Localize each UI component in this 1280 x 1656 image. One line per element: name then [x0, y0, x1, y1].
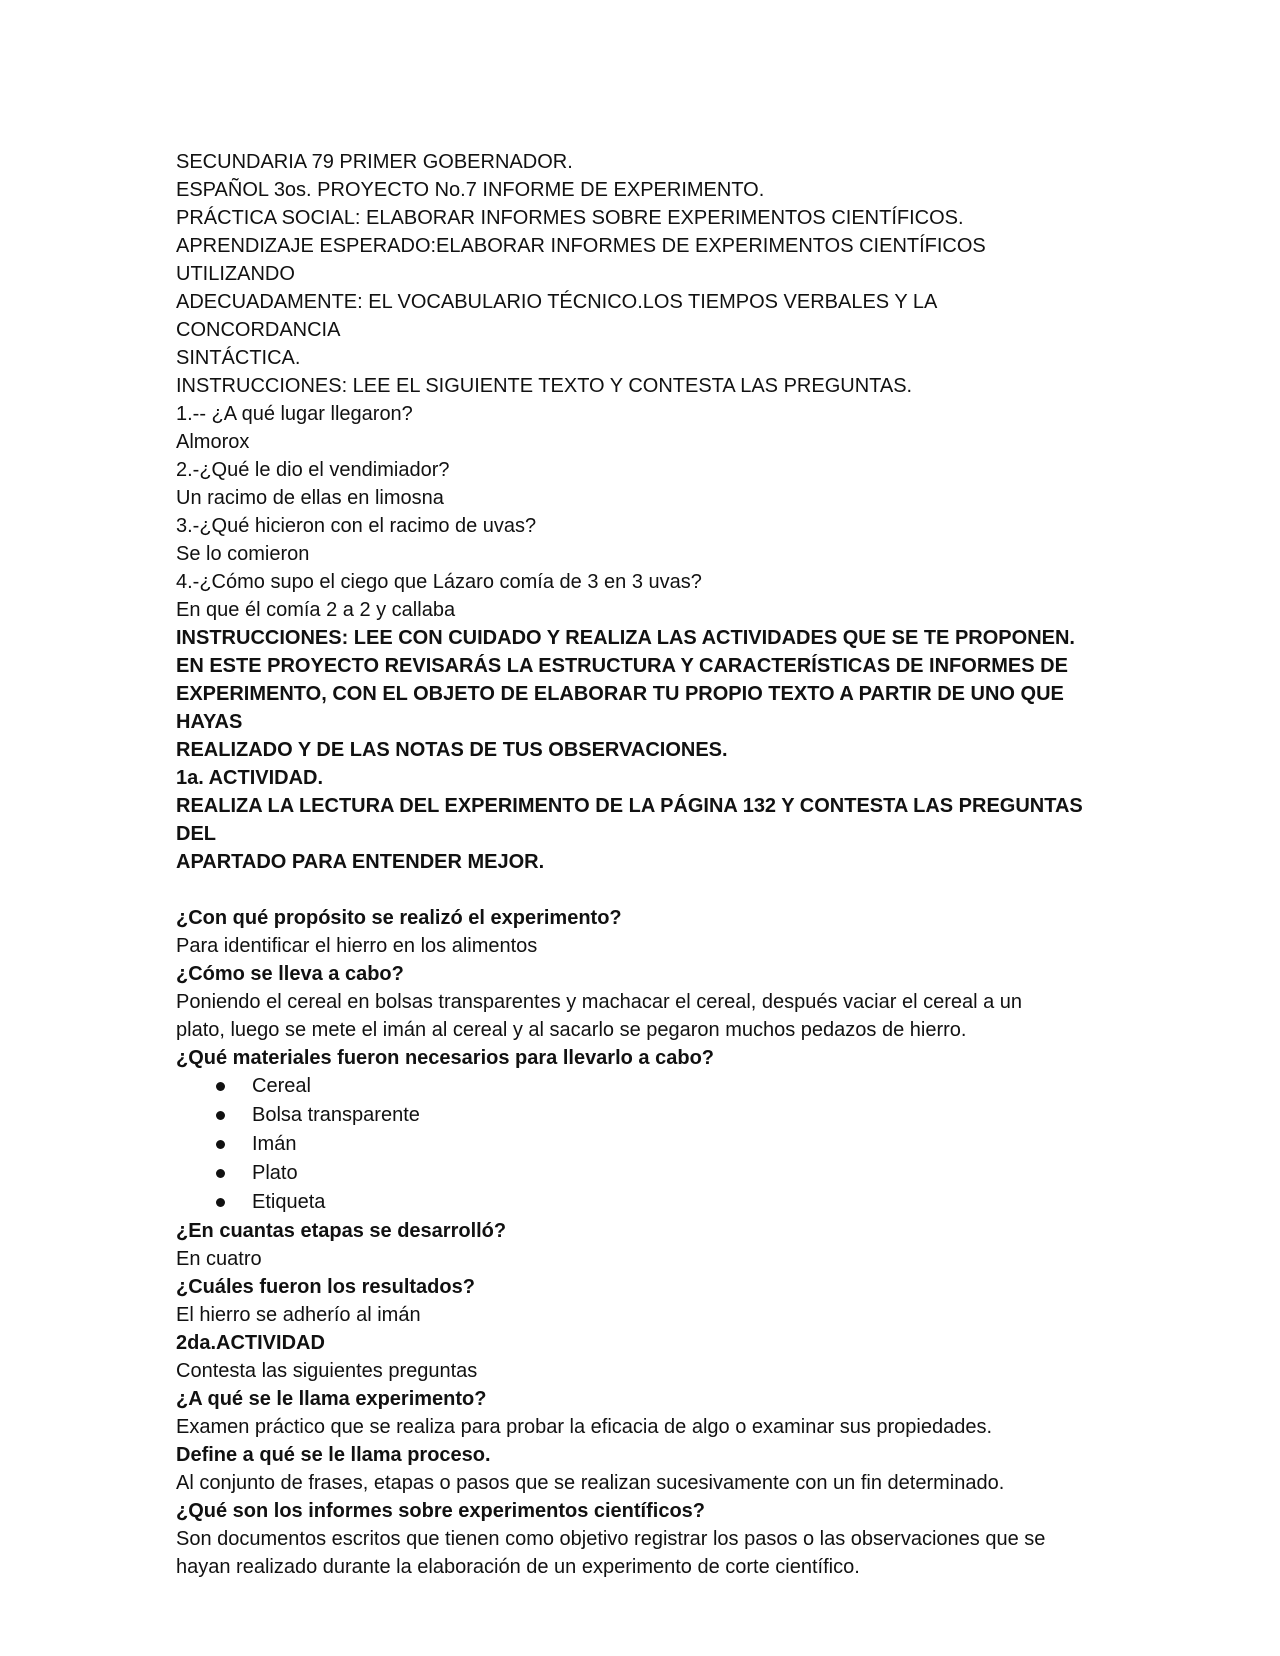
question-text: ¿A qué se le llama experimento? — [176, 1388, 487, 1410]
bullet-icon — [216, 1169, 225, 1178]
answer-text: En que él comía 2 a 2 y callaba — [176, 599, 456, 621]
bold-instructions — [176, 624, 1096, 876]
document-page — [176, 148, 1096, 1581]
material-label: Cereal — [252, 1075, 311, 1097]
activity-2-title: 2da.ACTIVIDAD — [176, 1332, 325, 1354]
activity-1-instruction-line-1: REALIZA LA LECTURA DEL EXPERIMENTO DE LA PÁGINA 132 Y CONTESTA LAS PREGUNTAS DEL — [176, 795, 1083, 845]
project-description-line-3: REALIZADO Y DE LAS NOTAS DE TUS OBSERVACIONES. — [176, 739, 728, 761]
material-label: Imán — [252, 1133, 297, 1155]
answer-text: Almorox — [176, 431, 250, 453]
activity-1-answers — [176, 904, 1096, 1329]
school-name: SECUNDARIA 79 PRIMER GOBERNADOR. — [176, 151, 573, 173]
expected-learning-line-2: ADECUADAMENTE: EL VOCABULARIO TÉCNICO.LOS TIEMPOS VERBALES Y LA CONCORDANCIA — [176, 291, 937, 341]
bullet-icon — [216, 1198, 225, 1207]
materials-list — [176, 1072, 1096, 1217]
answer-text: El hierro se adherío al imán — [176, 1304, 421, 1326]
blank-line — [176, 876, 1096, 904]
bullet-icon — [216, 1082, 225, 1091]
activity-2 — [176, 1329, 1096, 1581]
answer-text: Examen práctico que se realiza para probar la eficacia de algo o examinar sus propiedades. — [176, 1416, 993, 1438]
answer-text: Para identificar el hierro en los alimentos — [176, 935, 538, 957]
answer-text: plato, luego se mete el imán al cereal y al sacarlo se pegaron muchos pedazos de hierro. — [176, 1019, 967, 1041]
answer-text: Son documentos escritos que tienen como objetivo registrar los pasos o las observaciones que se — [176, 1528, 1046, 1550]
answer-text: Al conjunto de frases, etapas o pasos que se realizan sucesivamente con un fin determinado. — [176, 1472, 1005, 1494]
list-item — [216, 1188, 1096, 1217]
question-text: ¿Cuáles fueron los resultados? — [176, 1276, 475, 1298]
project-description-line-1: EN ESTE PROYECTO REVISARÁS LA ESTRUCTURA Y CARACTERÍSTICAS DE INFORMES DE — [176, 655, 1068, 677]
social-practice: PRÁCTICA SOCIAL: ELABORAR INFORMES SOBRE EXPERIMENTOS CIENTÍFICOS. — [176, 207, 964, 229]
expected-learning-line-3: SINTÁCTICA. — [176, 347, 301, 369]
reading-instructions: INSTRUCCIONES: LEE EL SIGUIENTE TEXTO Y CONTESTA LAS PREGUNTAS. — [176, 375, 913, 397]
bullet-icon — [216, 1111, 225, 1120]
expected-learning-line-1: APRENDIZAJE ESPERADO:ELABORAR INFORMES DE EXPERIMENTOS CIENTÍFICOS UTILIZANDO — [176, 235, 986, 285]
activity-2-intro: Contesta las siguientes preguntas — [176, 1360, 478, 1382]
question-text: 4.-¿Cómo supo el ciego que Lázaro comía de 3 en 3 uvas? — [176, 571, 702, 593]
question-text: ¿Qué materiales fueron necesarios para llevarlo a cabo? — [176, 1047, 714, 1069]
material-label: Plato — [252, 1162, 298, 1184]
list-item — [216, 1101, 1096, 1130]
list-item — [216, 1130, 1096, 1159]
instructions-heading: INSTRUCCIONES: LEE CON CUIDADO Y REALIZA LAS ACTIVIDADES QUE SE TE PROPONEN. — [176, 627, 1075, 649]
answer-text: En cuatro — [176, 1248, 262, 1270]
question-text: ¿Con qué propósito se realizó el experimento? — [176, 907, 622, 929]
question-text: 2.-¿Qué le dio el vendimiador? — [176, 459, 450, 481]
question-text: 3.-¿Qué hicieron con el racimo de uvas? — [176, 515, 537, 537]
answer-text: hayan realizado durante la elaboración de un experimento de corte científico. — [176, 1556, 860, 1578]
project-description-line-2: EXPERIMENTO, CON EL OBJETO DE ELABORAR TU PROPIO TEXTO A PARTIR DE UNO QUE HAYAS — [176, 683, 1064, 733]
document-header — [176, 148, 1096, 400]
question-text: ¿Cómo se lleva a cabo? — [176, 963, 404, 985]
answer-text: Se lo comieron — [176, 543, 310, 565]
activity-1-title: 1a. ACTIVIDAD. — [176, 767, 324, 789]
bullet-icon — [216, 1140, 225, 1149]
activity-1-instruction-line-2: APARTADO PARA ENTENDER MEJOR. — [176, 851, 545, 873]
answer-text: Un racimo de ellas en limosna — [176, 487, 444, 509]
reading-questions — [176, 400, 1096, 624]
material-label: Bolsa transparente — [252, 1104, 420, 1126]
answer-text: Poniendo el cereal en bolsas transparentes y machacar el cereal, después vaciar el cereal a un — [176, 991, 1023, 1013]
list-item — [216, 1072, 1096, 1101]
question-text: ¿Qué son los informes sobre experimentos científicos? — [176, 1500, 706, 1522]
material-label: Etiqueta — [252, 1191, 326, 1213]
question-text: Define a qué se le llama proceso. — [176, 1444, 491, 1466]
question-text: ¿En cuantas etapas se desarrolló? — [176, 1220, 507, 1242]
list-item — [216, 1159, 1096, 1188]
project-title: ESPAÑOL 3os. PROYECTO No.7 INFORME DE EXPERIMENTO. — [176, 179, 765, 201]
question-text: 1.-- ¿A qué lugar llegaron? — [176, 403, 413, 425]
